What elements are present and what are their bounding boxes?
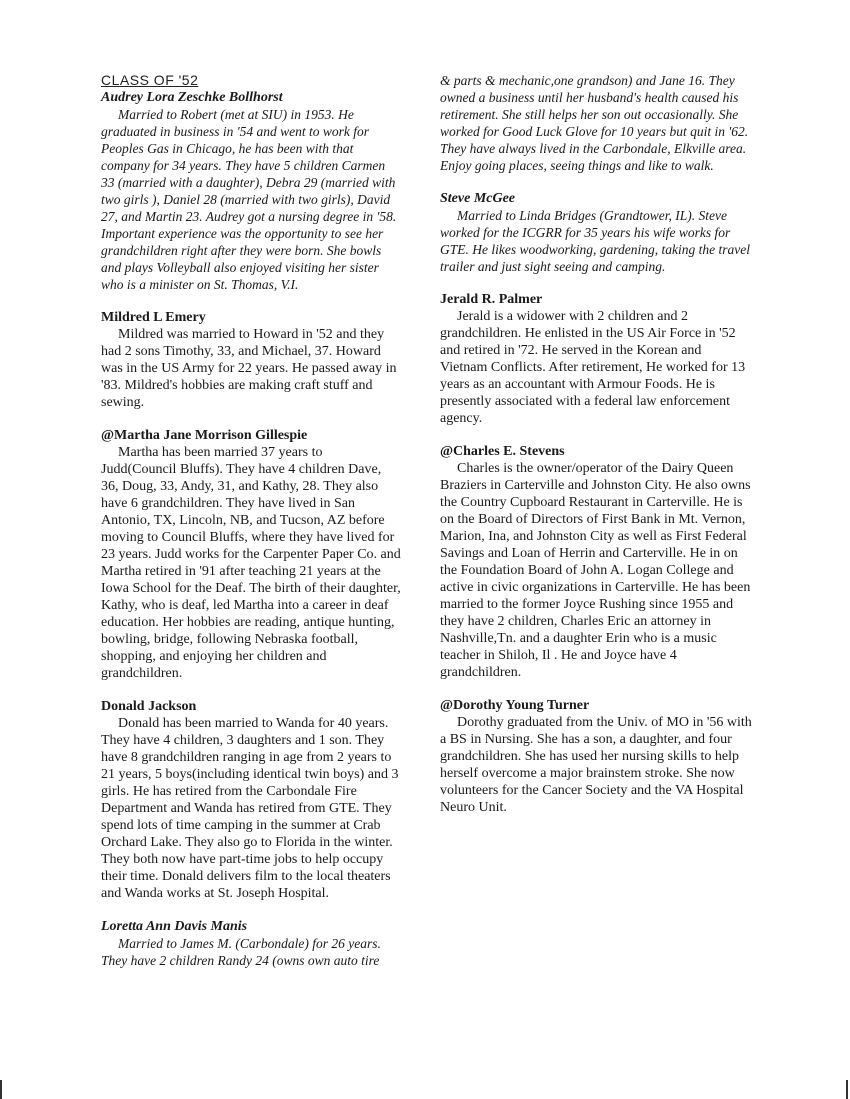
left-entries [101, 89, 401, 969]
biography-text: Dorothy graduated from the Univ. of MO in '56 with a BS in Nursing. She has a son, a daughter, and four grandchildren. She has used her nursing skills to help herself overcome a major brainstem stroke. She now volunteers for the Cancer Society and the VA Hospital Neuro Unit. [440, 715, 752, 815]
classmate-name: Donald Jackson [101, 699, 197, 714]
classmate-name: @Dorothy Young Turner [440, 698, 590, 713]
class-heading: CLASS OF '52 [101, 72, 199, 88]
biography-text: Donald has been married to Wanda for 40 years. They have 4 children, 3 daughters and 1 son. They have 8 grandchildren ranging in age from 2 years to 21 years, 5 boys(including identical twin boys) and 3 girls. He has retired from the Carbondale Fire Department and Wanda has retired from GTE. They spend lots of time camping in the summer at Crab Orchard Lake. They also go to Florida in the winter. They both now have part-time jobs to help occupy their time. Donald delivers film to the local theaters and Wanda works at St. Joseph Hospital. [101, 716, 399, 901]
biography-text: Charles is the owner/operator of the Dairy Queen Braziers in Carterville and Johnston City. He also owns the Country Cupboard Restaurant in Carterville. He is on the Board of Directors of First Bank in Mt. Vernon, Marion, Ina, and Johnston City as well as First Federal Savings and Loan of Herrin and Carterville. He in on the Foundation Board of John A. Logan College and active in civic organizations in Carterville. He has been married to the former Joyce Rushing since 1955 and they have 2 children, Charles Eric an attorney in Nashville,Tn. and a daughter Erin who is a music teacher in Shiloh, Il . He and Joyce have 4 grandchildren. [440, 461, 751, 680]
biography-entry [440, 697, 752, 816]
biography-entry [101, 89, 401, 293]
right-column [440, 72, 752, 832]
classmate-name: Loretta Ann Davis Manis [101, 919, 248, 934]
classmate-name: Mildred L Emery [101, 310, 206, 325]
classmate-name: @Charles E. Stevens [440, 444, 565, 459]
scan-edge-mark [846, 1080, 848, 1099]
biography-entry [101, 309, 401, 411]
classmate-name: Audrey Lora Zeschke Bollhorst [101, 90, 283, 105]
biography-text: Married to Robert (met at SIU) in 1953. He graduated in business in '54 and went to work for Peoples Gas in Chicago, he has been with that company for 34 years. They have 5 children Carmen 33 (married with a daughter), Debra 29 (married with two girls ), Daniel 28 (married with two girls), David 27, and Martin 23. Audrey got a nursing degree in '58. Important experience was the opportunity to see her grandchildren right after they were born. She bowls and plays Volleyball also enjoyed visiting her sister who is a minister on St. Thomas, V.I. [101, 107, 397, 292]
biography-text: Married to Linda Bridges (Grandtower, IL). Steve worked for the ICGRR for 35 years his wife works for GTE. He likes woodworking, gardening, taking the travel trailer and just sight seeing and camping. [440, 208, 750, 274]
classmate-name: @Martha Jane Morrison Gillespie [101, 428, 308, 443]
biography-text: Martha has been married 37 years to Judd(Council Bluffs). They have 4 children Dave, 36, Doug, 33, Andy, 31, and Kathy, 28. They also have 6 grandchildren. They have lived in San Antonio, TX, Lincoln, NB, and Tucson, AZ before moving to Council Bluffs, where they have lived for 23 years. Judd works for the Carpenter Paper Co. and Martha retired in '91 after teaching 21 years at the Iowa School for the Deaf. The birth of their daughter, Kathy, who is deaf, led Martha into a career in deaf education. Her hobbies are reading, antique hunting, bowling, bridge, following Nebraska football, shopping, and enjoying her children and grandchildren. [101, 445, 401, 681]
biography-entry [440, 72, 752, 174]
classmate-name: Steve McGee [440, 191, 516, 206]
right-entries [440, 72, 752, 816]
left-column [101, 72, 401, 985]
biography-entry [101, 427, 401, 682]
biography-text: & parts & mechanic,one grandson) and Jane 16. They owned a business until her husband's health caused his retirement. She still helps her son out occasionally. She worked for Good Luck Glove for 10 years but quit in '62. They have always lived in the Carbondale, Elkville area. Enjoy going places, seeing things and like to walk. [440, 73, 749, 173]
biography-entry [440, 291, 752, 427]
biography-text: Mildred was married to Howard in '52 and they had 2 sons Timothy, 33, and Michael, 37. Howard was in the US Army for 22 years. He passed away in '83. Mildred's hobbies are making craft stuff and sewing. [101, 327, 397, 410]
scan-edge-mark [0, 1080, 2, 1099]
biography-entry [440, 190, 752, 275]
biography-entry [101, 918, 401, 969]
biography-entry [440, 443, 752, 681]
classmate-name: Jerald R. Palmer [440, 292, 543, 307]
biography-text: Jerald is a widower with 2 children and 2 grandchildren. He enlisted in the US Air Force in '52 and retired in '72. He served in the Korean and Vietnam Conflicts. After retirement, He worked for 13 years as an accountant with Armour Foods. He is presently associated with a federal law enforcement agency. [440, 309, 746, 426]
biography-entry [101, 698, 401, 902]
biography-text: Married to James M. (Carbondale) for 26 years. They have 2 children Randy 24 (owns own auto tire [101, 936, 381, 968]
